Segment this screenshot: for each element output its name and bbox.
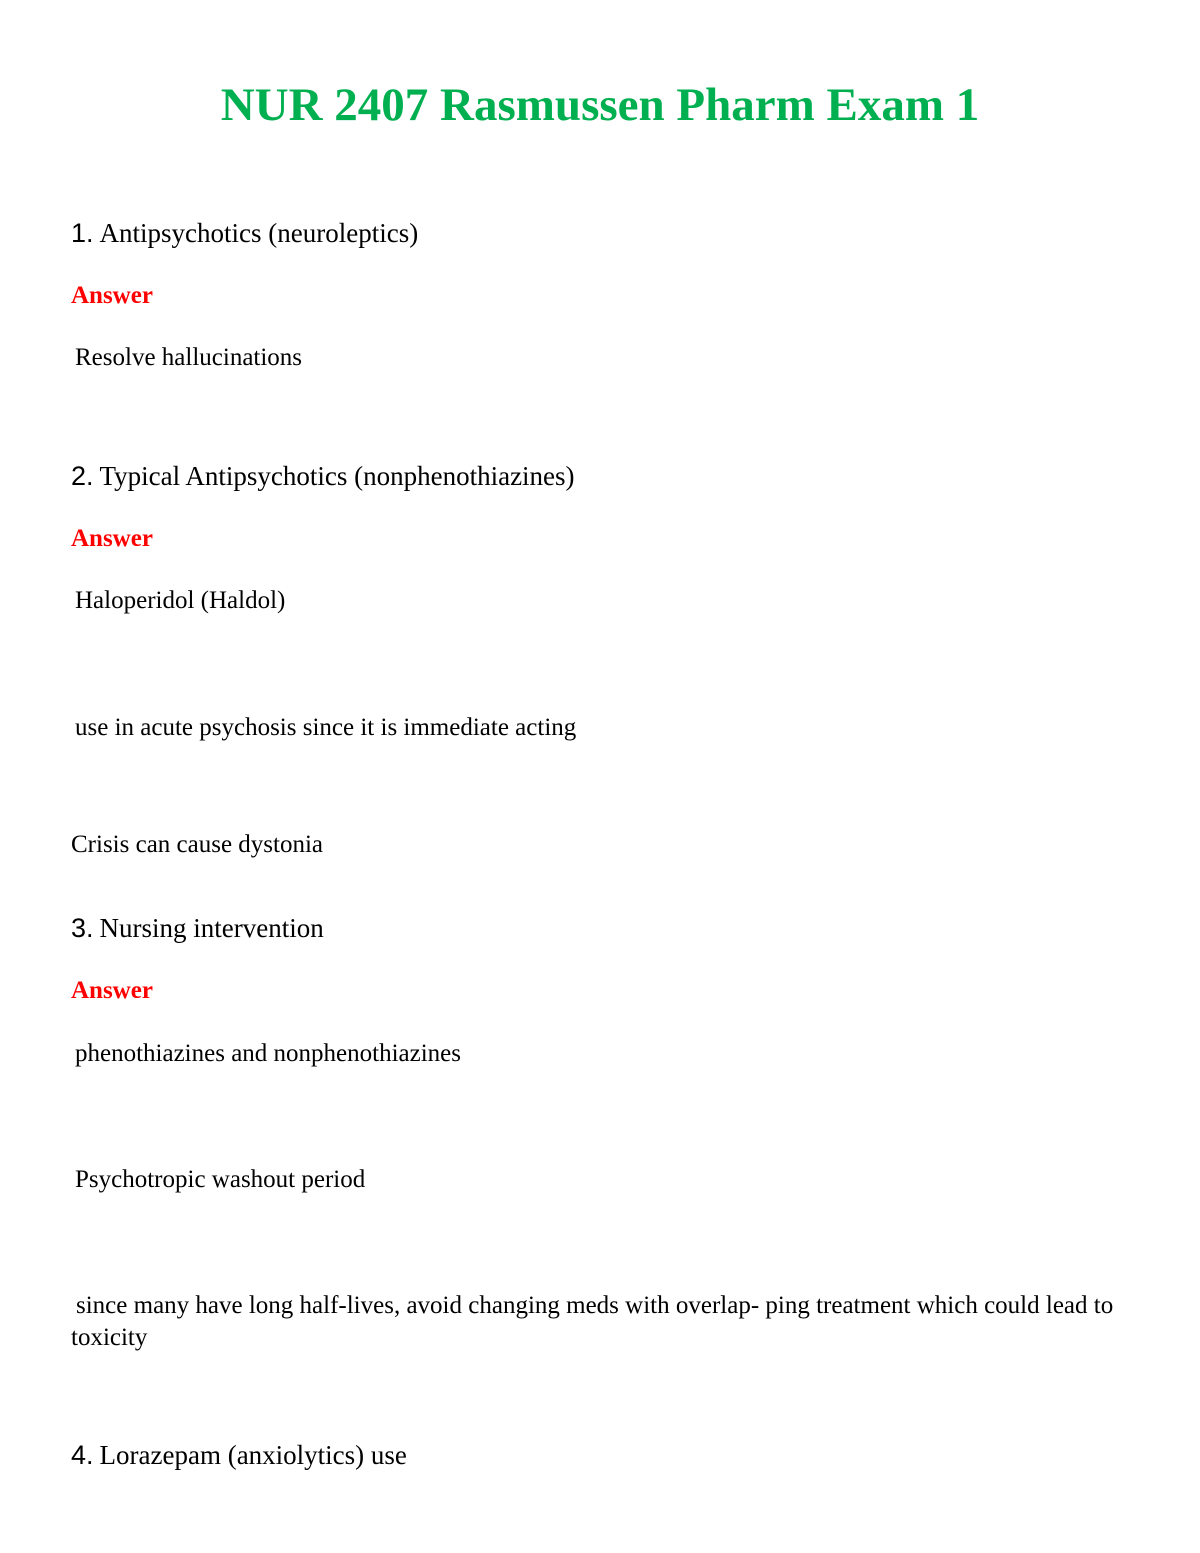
question-text: Lorazepam (anxiolytics) use xyxy=(99,1440,407,1470)
answer-line: use in acute psychosis since it is immediate acting xyxy=(75,714,577,741)
question-2 xyxy=(71,460,575,492)
answer-line: Psychotropic washout period xyxy=(75,1166,366,1193)
answer-line: Resolve hallucinations xyxy=(75,344,303,371)
question-4 xyxy=(71,1439,407,1471)
answer-label: Answer xyxy=(71,525,153,552)
answer-label: Answer xyxy=(71,977,153,1004)
question-text: Nursing intervention xyxy=(99,913,324,943)
question-number: 1. xyxy=(71,218,94,248)
question-3 xyxy=(71,912,324,944)
question-1 xyxy=(71,217,418,249)
question-text: Antipsychotics (neuroleptics) xyxy=(99,218,419,248)
answer-line: Crisis can cause dystonia xyxy=(71,831,324,858)
answer-line: Haloperidol (Haldol) xyxy=(75,587,286,614)
answer-label: Answer xyxy=(71,282,153,309)
question-number: 4. xyxy=(71,1440,94,1470)
question-number: 3. xyxy=(71,913,94,943)
question-text: Typical Antipsychotics (nonphenothiazines) xyxy=(99,461,575,491)
question-number: 2. xyxy=(71,461,94,491)
answer-paragraph: since many have long half-lives, avoid changing meds with overlap- ping treatment which could lead to toxicity xyxy=(71,1292,1114,1351)
document-title: NUR 2407 Rasmussen Pharm Exam 1 xyxy=(220,79,980,131)
answer-line: phenothiazines and nonphenothiazines xyxy=(75,1040,461,1067)
